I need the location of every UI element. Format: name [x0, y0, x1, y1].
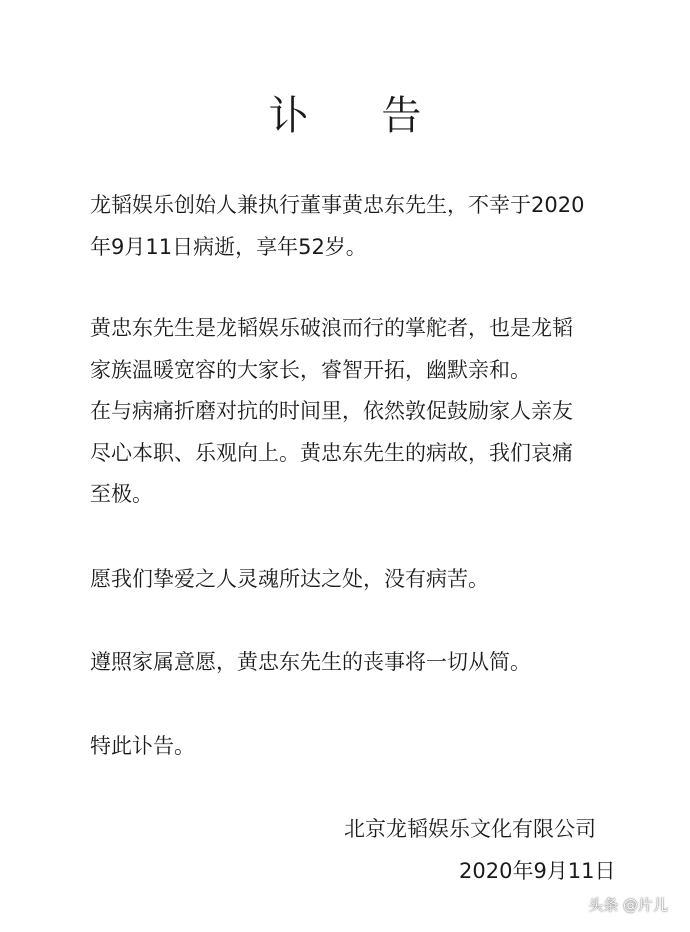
body-line-1: 龙韬娱乐创始人兼执行董事黄忠东先生，不幸于2020: [90, 193, 585, 217]
body-line-2: 年9月11日病逝，享年52岁。: [90, 235, 367, 259]
body-line-5: 在与病痛折磨对抗的时间里，依然敦促鼓励家人亲友: [90, 399, 573, 423]
watermark: 头条 @片儿: [588, 896, 668, 914]
body-line-10: 特此讣告。: [90, 734, 195, 758]
body-line-9: 遵照家属意愿，黄忠东先生的丧事将一切从简。: [90, 650, 531, 674]
notice-title: 讣 告: [268, 93, 452, 139]
body-line-7: 至极。: [90, 482, 153, 506]
signature-date: 2020年9月11日: [459, 859, 616, 883]
signature-organization: 北京龙韬娱乐文化有限公司: [344, 817, 596, 841]
body-line-3: 黄忠东先生是龙韬娱乐破浪而行的掌舵者，也是龙韬: [90, 316, 573, 340]
body-line-6: 尽心本职、乐观向上。黄忠东先生的病故，我们哀痛: [90, 441, 573, 465]
body-line-8: 愿我们挚爱之人灵魂所达之处，没有病苦。: [90, 567, 489, 591]
body-line-4: 家族温暖宽容的大家长，睿智开拓，幽默亲和。: [90, 358, 531, 382]
